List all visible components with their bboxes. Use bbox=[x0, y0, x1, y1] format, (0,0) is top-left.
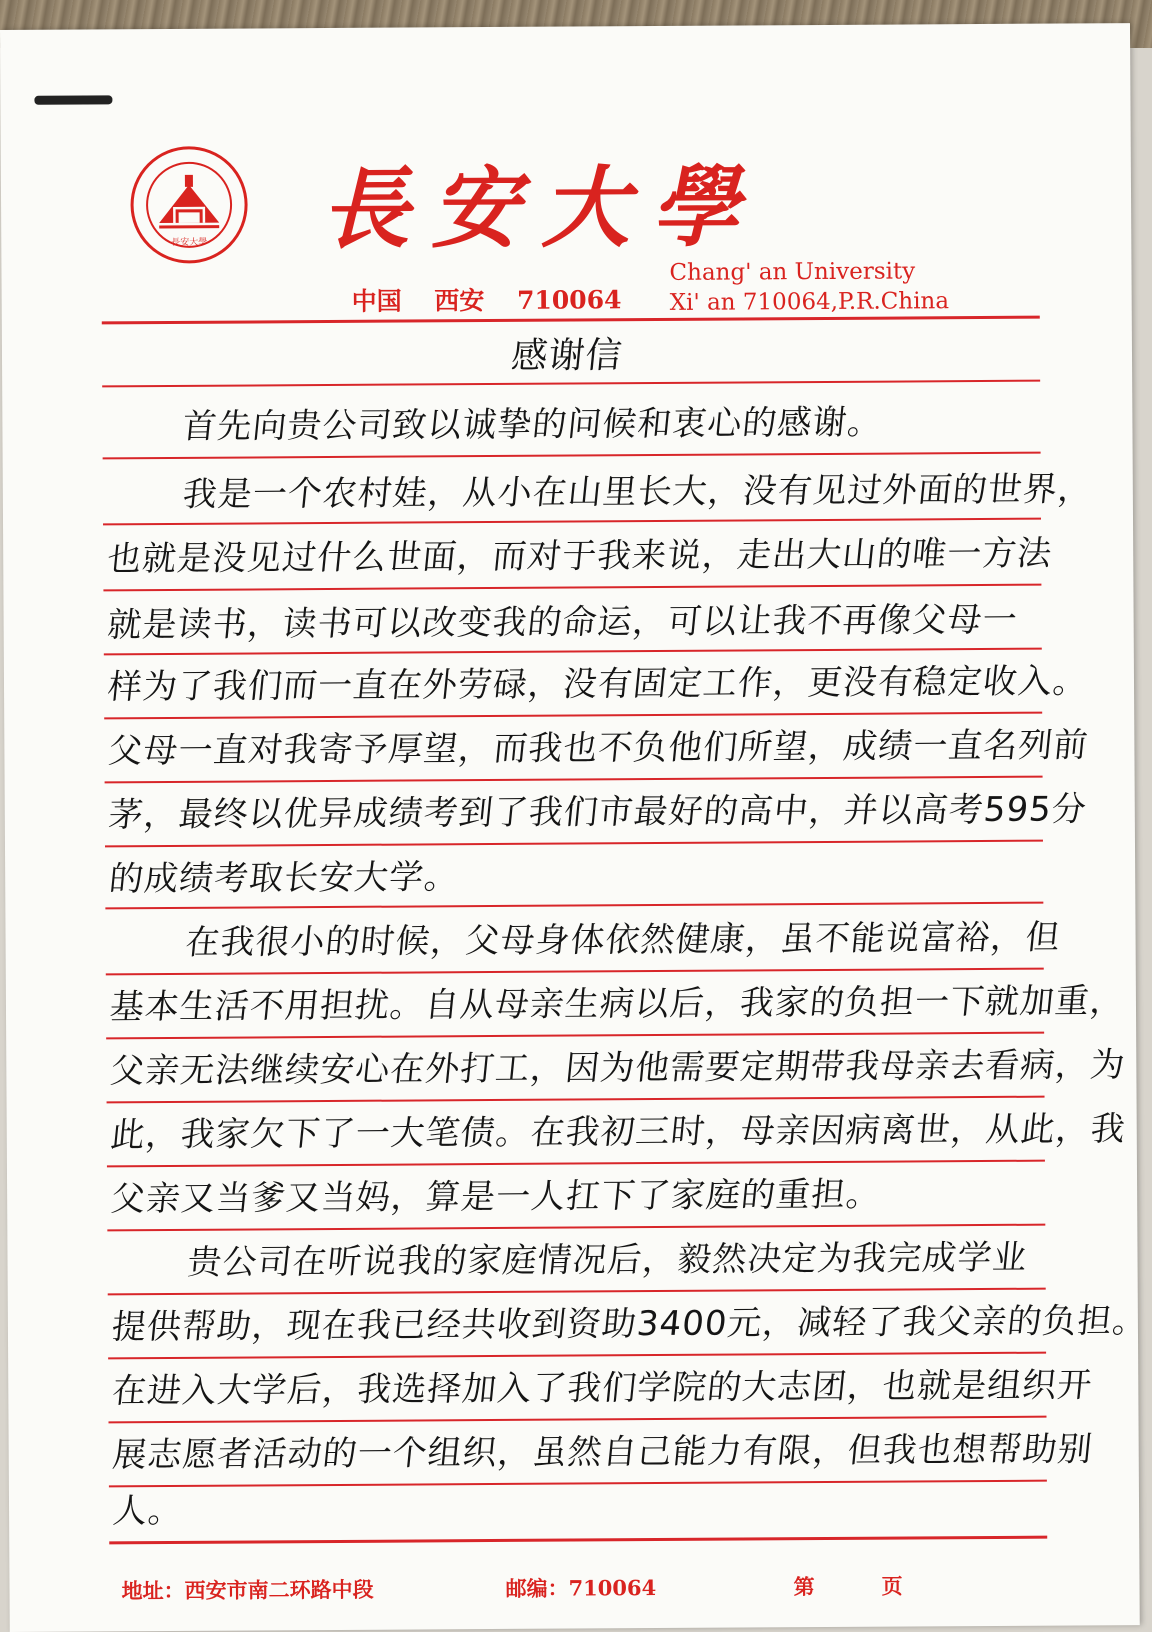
letterhead-address-cn: 中国 西安 710064 bbox=[351, 285, 622, 316]
letter-line: 我是一个农村娃，从小在山里长大，没有见过外面的世界， bbox=[180, 469, 1095, 515]
letter-line: 父亲又当爹又当妈，算是一人扛下了家庭的重担。 bbox=[109, 1174, 884, 1220]
letter-paper bbox=[0, 23, 1150, 1632]
letter-line: 在进入大学后，我选择加入了我们学院的大志团，也就是组织开 bbox=[110, 1365, 1095, 1412]
letter-line: 父亲无法继续安心在外打工，因为他需要定期带我母亲去看病，为 bbox=[108, 1045, 1128, 1092]
page-edge-mark bbox=[34, 95, 112, 104]
svg-text:長安大學: 長安大學 bbox=[171, 237, 208, 248]
letter-title: 感谢信 bbox=[509, 335, 625, 377]
footer-postcode: 邮编：710064 bbox=[505, 1575, 657, 1601]
header-rule bbox=[102, 316, 1040, 325]
letter-line: 父母一直对我寄予厚望，而我也不负他们所望，成绩一直名列前 bbox=[106, 725, 1091, 772]
university-name-en: Chang' an University bbox=[669, 258, 916, 286]
letter-line: 在我很小的时候，父母身体依然健康，虽不能说富裕，但 bbox=[183, 917, 1063, 963]
letter-line: 样为了我们而一直在外劳碌，没有固定工作，更没有稳定收入。 bbox=[106, 661, 1090, 708]
letter-line: 贵公司在听说我的家庭情况后，毅然决定为我完成学业 bbox=[185, 1237, 1030, 1283]
letter-line: 展志愿者活动的一个组织，虽然自己能力有限，但我也想帮助别 bbox=[110, 1429, 1095, 1476]
letter-line: 首先向贵公司致以诚挚的问候和衷心的感谢。 bbox=[180, 402, 885, 447]
letter-line: 基本生活不用担扰。自从母亲生病以后，我家的负担一下就加重， bbox=[107, 981, 1127, 1028]
letter-line: 此，我家欠下了一大笔债。在我初三时，母亲因病离世，从此，我 bbox=[108, 1109, 1128, 1156]
university-name: 長安大學 bbox=[320, 154, 762, 262]
university-seal-icon bbox=[129, 144, 250, 265]
letterhead-address-en bbox=[669, 256, 949, 318]
address-en: Xi' an 710064,P.R.China bbox=[669, 288, 950, 316]
footer-address: 地址：西安市南二环路中段 bbox=[121, 1576, 374, 1604]
letter-line: 就是读书，读书可以改变我的命运，可以让我不再像父母一 bbox=[105, 599, 1020, 646]
letter-line: 提供帮助，现在我已经共收到资助3400元，减轻了我父亲的负担。 bbox=[109, 1301, 1150, 1348]
footer-page-prefix: 第 bbox=[793, 1574, 815, 1600]
letter-line: 的成绩考取长安大学。 bbox=[107, 857, 462, 900]
letter-line: 人。 bbox=[111, 1490, 186, 1532]
footer-page-suffix: 页 bbox=[881, 1573, 903, 1599]
letter-line: 茅，最终以优异成绩考到了我们市最好的高中，并以高考595分 bbox=[106, 789, 1089, 836]
letter-line: 也就是没见过什么世面，而对于我来说，走出大山的唯一方法 bbox=[105, 533, 1055, 580]
